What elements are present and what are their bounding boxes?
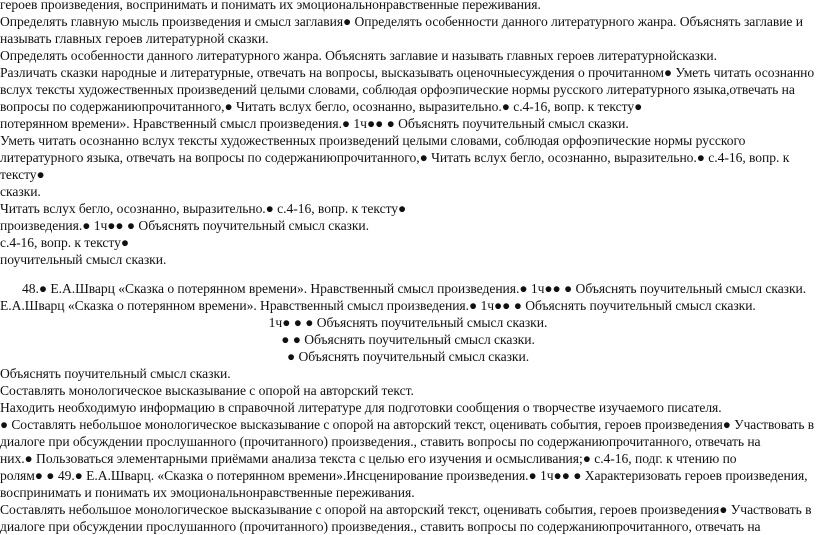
text-line: поучительный смысл сказки. bbox=[0, 252, 167, 267]
text-line: Е.А.Шварц «Сказка о потерянном времени». Нравственный смысл произведения.● 1ч●● ● Объяснять поучительный смысл сказки. bbox=[0, 298, 756, 313]
text-line: потерянном времени». Нравственный смысл произведения.● 1ч●● ● Объяснять поучительный смысл сказки. bbox=[0, 116, 629, 131]
text-line: сказки. bbox=[0, 184, 41, 199]
text-line: Определять особенности данного литературного жанра. Объяснять заглавие и называть главных героев литературнойсказки. bbox=[0, 48, 718, 63]
text-line: ролям● ● 49.● Е.А.Шварц. «Сказка о потерянном времени».Инсценирование произведения.● 1ч●● ● Характеризовать героев произведения, bbox=[0, 468, 808, 483]
text-line: 48.● Е.А.Шварц «Сказка о потерянном времени». Нравственный смысл произведения.● 1ч●● ● Объяснять поучительный смысл сказки. bbox=[22, 281, 807, 296]
text-line: Различать сказки народные и литературные, отвечать на вопросы, высказывать оценочныесуждения о прочитанном● Уметь читать осознанно bbox=[0, 65, 815, 80]
text-line: произведения.● 1ч●● ● Объяснять поучительный смысл сказки. bbox=[0, 218, 370, 233]
text-line: с.4-16, вопр. к тексту● bbox=[0, 235, 130, 250]
text-line: называть главных героев литературной сказки. bbox=[0, 31, 269, 46]
text-line: воспринимать и понимать их эмоциональнонравственные переживания. bbox=[0, 485, 415, 500]
text-line-centered: 1ч● ● ● Объяснять поучительный смысл сказки. bbox=[268, 315, 548, 330]
text-line: тексту● bbox=[0, 167, 45, 182]
text-line: Определять главную мысль произведения и смысл заглавия● Определять особенности данного литературного жанра. Объяснять заглавие и bbox=[0, 14, 803, 29]
text-line: вслух тексты художественных произведений целыми словами, соблюдая орфоэпические нормы русского литературного языка,отвечать на bbox=[0, 82, 795, 97]
text-line: диалоге при обсуждении прослушанного (прочитанного) произведения., ставить вопросы по содержаниюпрочитанного, отвечать на bbox=[0, 434, 761, 449]
text-line: Находить необходимую информацию в справочной литературе для подготовки сообщения о творчестве изучаемого писателя. bbox=[0, 400, 722, 415]
text-line: литературного языка, отвечать на вопросы по содержаниюпрочитанного,● Читать вслух бегло, осознанно, выразительно.● с.4-16, вопр. к bbox=[0, 150, 790, 165]
text-line: Составлять монологическое высказывание с опорой на авторский текст. bbox=[0, 383, 414, 398]
text-line: героев произведения, воспринимать и понимать их эмоциональнонравственные переживания. bbox=[0, 0, 541, 12]
text-line-centered: ● ● Объяснять поучительный смысл сказки. bbox=[281, 332, 535, 347]
text-line: ● Составлять небольшое монологическое высказывание с опорой на авторский текст, оценивать события, героев произведения● Участвовать в bbox=[0, 417, 815, 432]
text-line: них.● Пользоваться элементарными приёмами анализа текста с целью его изучения и осмысливания;● с.4-16, подг. к чтению по bbox=[0, 451, 737, 466]
text-line: вопросы по содержаниюпрочитанного,● Читать вслух бегло, осознанно, выразительно.● с.4-16, вопр. к тексту● bbox=[0, 99, 643, 114]
text-line-centered: ● Объяснять поучительный смысл сказки. bbox=[286, 349, 530, 364]
text-line: диалоге при обсуждении прослушанного (прочитанного) произведения., ставить вопросы по содержаниюпрочитанного, отвечать на bbox=[0, 519, 761, 534]
text-line: Читать вслух бегло, осознанно, выразительно.● с.4-16, вопр. к тексту● bbox=[0, 201, 407, 216]
text-line: Уметь читать осознанно вслух тексты художественных произведений целыми словами, соблюдая орфоэпические нормы русского bbox=[0, 133, 746, 148]
text-line: Составлять небольшое монологическое высказывание с опорой на авторский текст, оценивать события, героев произведения● Участвовать в bbox=[0, 502, 812, 517]
text-line: Объяснять поучительный смысл сказки. bbox=[0, 366, 231, 381]
